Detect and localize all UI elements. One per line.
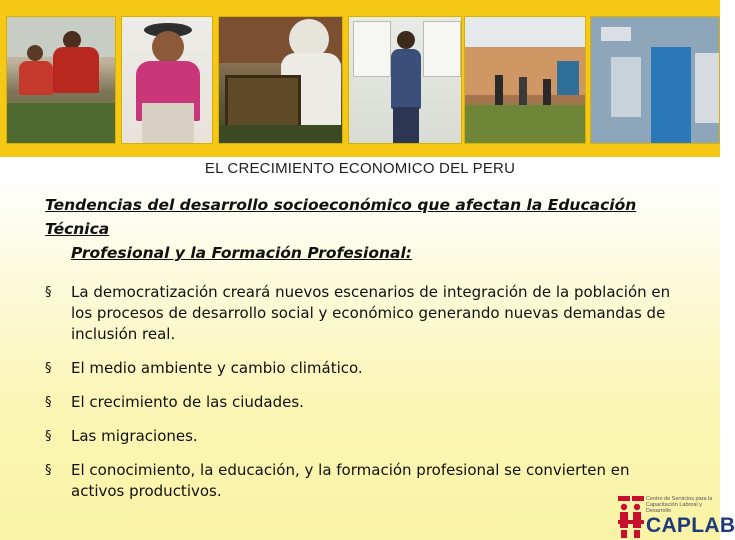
school-courtyard-photo	[464, 16, 586, 144]
subtitle-line-2: Profesional y la Formación Profesional:	[71, 244, 412, 262]
bullet-item	[45, 358, 685, 379]
woman-weaving-photo	[121, 16, 213, 144]
bullet-item	[45, 460, 685, 502]
slide-subtitle	[45, 193, 685, 265]
bullet-list	[45, 282, 685, 515]
bullet-item	[45, 426, 685, 447]
subtitle-line-1: Tendencias del desarrollo socioeconómico que afectan la Educación Técnica	[45, 196, 637, 238]
bullet-marker: §	[45, 395, 52, 410]
bullet-marker: §	[45, 285, 52, 300]
bullet-text: El conocimiento, la educación, y la formación profesional se convierten en activos productivos.	[71, 461, 630, 500]
beekeeper-photo	[218, 16, 343, 144]
bullet-text: Las migraciones.	[71, 427, 198, 445]
bullet-item	[45, 392, 685, 413]
students-garden-photo	[6, 16, 116, 144]
caplab-mark-icon	[618, 494, 644, 538]
slide-heading: EL CRECIMIENTO ECONOMICO DEL PERU	[204, 160, 516, 177]
bullet-text: El medio ambiente y cambio climático.	[71, 359, 363, 377]
bullet-marker: §	[45, 463, 52, 478]
bullet-marker: §	[45, 429, 52, 444]
bullet-item	[45, 282, 685, 345]
logo-name: CAPLAB	[646, 514, 735, 537]
bullet-text: La democratización creará nuevos escenarios de integración de la población en los procesos de desarrollo social y económico generando nuevas demandas de inclusión real.	[71, 283, 671, 343]
bullet-marker: §	[45, 361, 52, 376]
bullet-text: El crecimiento de las ciudades.	[71, 393, 304, 411]
classroom-photo	[590, 16, 720, 144]
photo-banner	[0, 0, 720, 157]
caplab-logo	[618, 494, 735, 540]
logo-subtext: Centro de Servicios para la Capacitación Laboral y Desarrollo	[646, 496, 713, 514]
student-presenting-photo	[348, 16, 462, 144]
